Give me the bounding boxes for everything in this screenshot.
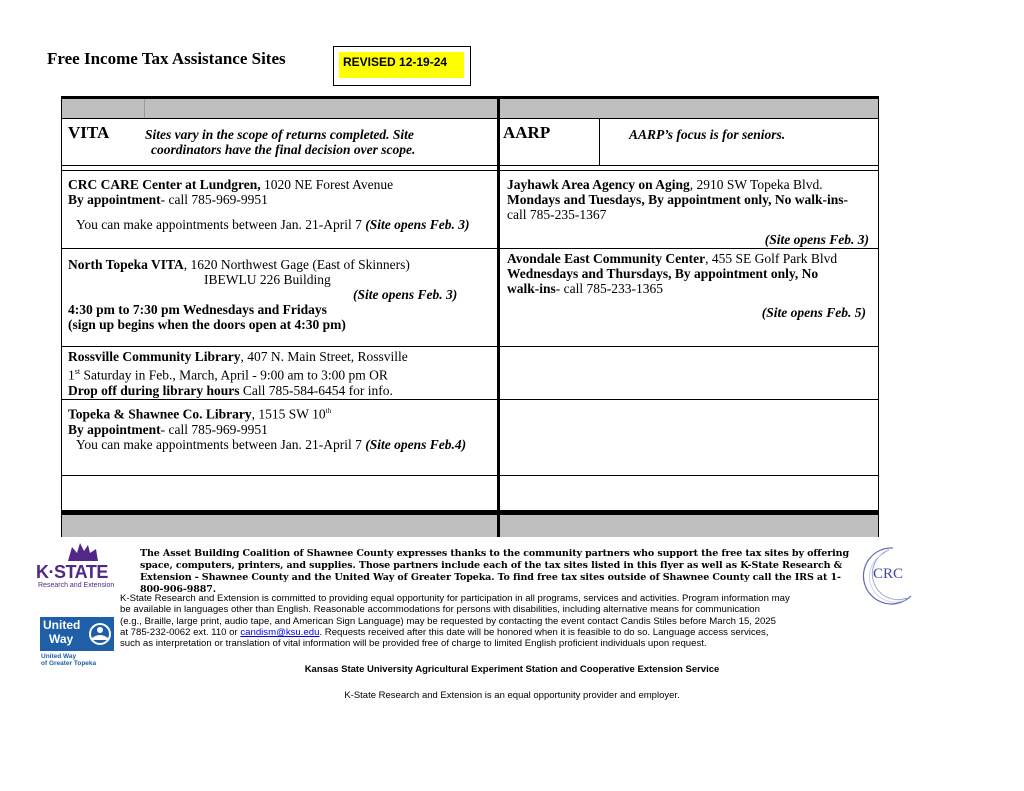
- revised-tag: REVISED 12-19-24: [339, 52, 464, 78]
- vita-heading: VITA: [68, 123, 110, 142]
- site-saturday-hours: Saturday in Feb., March, April - 9:00 am to 3:00 pm OR: [80, 367, 388, 383]
- aarp-heading: AARP: [503, 123, 551, 142]
- site-opens: (Site opens Feb. 5): [761, 305, 866, 320]
- site-name: North Topeka VITA: [68, 257, 184, 272]
- site-opens: (Site opens Feb.4): [365, 436, 467, 452]
- aarp-note: AARP’s focus is for seniors.: [629, 127, 786, 142]
- table-top-divider: [144, 99, 145, 118]
- aarp-header-divider: [599, 118, 600, 165]
- site-appointment-window: You can make appointments between Jan. 21-April 7: [76, 217, 366, 232]
- site-phone: call 785-235-1367: [507, 207, 607, 222]
- united-way-line1: United: [43, 618, 81, 632]
- row-rule: [61, 475, 879, 476]
- site-phone: Call 785-584-6454 for info.: [239, 382, 393, 398]
- wildcat-icon: [66, 541, 100, 563]
- site-name: CRC CARE Center at Lundgren,: [68, 177, 261, 192]
- site-address: , 407 N. Main Street, Rossville: [240, 349, 408, 364]
- crc-logo: [855, 544, 915, 606]
- legal-line: be available in languages other than English. Reasonable accommodations for persons with disabilities, including alternative means for communication: [120, 604, 760, 616]
- site-address: , 2910 SW Topeka Blvd.: [689, 177, 823, 192]
- site-dropoff-label: Drop off during library hours: [68, 382, 240, 398]
- site-opens: (Site opens Feb. 3): [365, 217, 470, 232]
- vita-site-rossville: [68, 349, 496, 398]
- legal-line: K-State Research and Extension is committed to providing equal opportunity for participation in all programs, services and activities. Program information may: [120, 593, 790, 604]
- table-center-divider: [497, 96, 500, 537]
- site-phone: - call 785-969-9951: [160, 421, 268, 437]
- vita-note: [145, 127, 415, 157]
- vita-note-line2: coordinators have the final decision over scope.: [151, 142, 416, 157]
- site-appointment-window: You can make appointments between Jan. 21-April 7: [76, 436, 366, 452]
- row-rule: [61, 399, 879, 400]
- legal-paragraph: [120, 593, 860, 649]
- site-signup: (sign up begins when the doors open at 4:30 pm): [68, 317, 346, 332]
- site-address: , 1620 Northwest Gage (East of Skinners): [183, 257, 410, 272]
- site-opens: (Site opens Feb. 3): [353, 287, 458, 302]
- site-appointment-label: By appointment: [68, 192, 161, 207]
- row-rule: [61, 170, 879, 171]
- site-days-cont: walk-ins: [507, 281, 556, 296]
- kstate-wordmark: K·STATE: [36, 562, 108, 582]
- legal-line: such as interpretation or translation of vital information will be provided free of charge to limited English proficient individuals upon request.: [120, 638, 707, 650]
- table-bottom-bar: [61, 512, 879, 537]
- legal-text: . Requests received after this date will be honored when it is feasible to do so. Language access services,: [319, 626, 769, 638]
- thanks-paragraph: The Asset Building Coalition of Shawnee County expresses thanks to the community partners who support the free tax sites by offering space, computers, printers, and supplies. Those partners include each of the tax sites listed in this flyer as well as K-State Research & Extension - Shawnee County and the United Way of Greater Topeka. To find free tax sites outside of Shawnee County call the IRS at 1-800-906-9887.: [140, 548, 850, 595]
- table-top-bar: [61, 96, 879, 118]
- site-building: IBEWLU 226 Building: [204, 272, 331, 287]
- site-name: Avondale East Community Center: [507, 251, 706, 266]
- table-top-rule: [61, 96, 879, 99]
- email-link[interactable]: candism@ksu.edu: [240, 626, 320, 638]
- vita-site-north-topeka: [68, 257, 496, 332]
- aarp-site-avondale: [507, 251, 873, 320]
- united-way-logo: [40, 617, 116, 667]
- kstate-logo: [36, 541, 126, 591]
- legal-line: (e.g., Braille, large print, audio tape, and American Sign Language) may be requested by contacting the event contact Candis Stiles before March 15, 2025: [120, 615, 776, 627]
- page-title: Free Income Tax Assistance Sites: [47, 49, 286, 68]
- united-way-sub2: of Greater Topeka: [41, 660, 97, 667]
- site-days: Mondays and Tuesdays, By appointment only, No walk-ins-: [507, 192, 848, 207]
- site-saturday-num: 1: [68, 367, 75, 383]
- legal-text: at 785-232-0062 ext. 110 or: [120, 626, 241, 638]
- row-rule: [61, 346, 879, 347]
- vita-note-line1: Sites vary in the scope of returns completed. Site: [145, 127, 414, 142]
- site-name: Topeka & Shawnee Co. Library: [68, 406, 252, 422]
- site-phone: - call 785-233-1365: [555, 281, 664, 296]
- vita-site-crc: [68, 177, 496, 232]
- united-way-sub1: United Way: [41, 653, 77, 660]
- kstate-subtitle: Research and Extension: [38, 582, 115, 589]
- site-appointment-label: By appointment: [68, 421, 161, 437]
- service-line: Kansas State University Agricultural Experiment Station and Cooperative Extension Service: [304, 664, 720, 675]
- site-days: Wednesdays and Thursdays, By appointment only, No: [507, 266, 819, 281]
- site-hours: 4:30 pm to 7:30 pm Wednesdays and Fridays: [68, 302, 327, 317]
- row-rule: [61, 248, 879, 249]
- site-opens: (Site opens Feb. 3): [764, 232, 869, 247]
- table-bottom-rule: [61, 510, 879, 515]
- vita-site-topeka-library: [68, 404, 496, 452]
- site-address: , 1515 SW 10: [251, 406, 326, 422]
- crc-text: CRC: [873, 566, 904, 582]
- aarp-site-jayhawk: [507, 177, 873, 247]
- site-phone: - call 785-969-9951: [160, 192, 268, 207]
- row-rule: [61, 118, 879, 119]
- site-address-suffix: th: [325, 407, 332, 415]
- table-right-border: [878, 96, 879, 537]
- site-address: , 455 SE Golf Park Blvd: [705, 251, 838, 266]
- site-name: Jayhawk Area Agency on Aging: [507, 177, 690, 192]
- table-left-border: [61, 96, 62, 537]
- site-address: 1020 NE Forest Avenue: [260, 177, 394, 192]
- site-saturday-suffix: st: [74, 367, 81, 376]
- united-way-hand-icon: [88, 622, 112, 646]
- eeo-statement: K-State Research and Extension is an equal opportunity provider and employer.: [344, 690, 680, 701]
- united-way-line2: Way: [49, 632, 74, 646]
- site-name: Rossville Community Library: [68, 349, 241, 364]
- united-way-text: [43, 618, 80, 646]
- row-rule: [61, 165, 879, 166]
